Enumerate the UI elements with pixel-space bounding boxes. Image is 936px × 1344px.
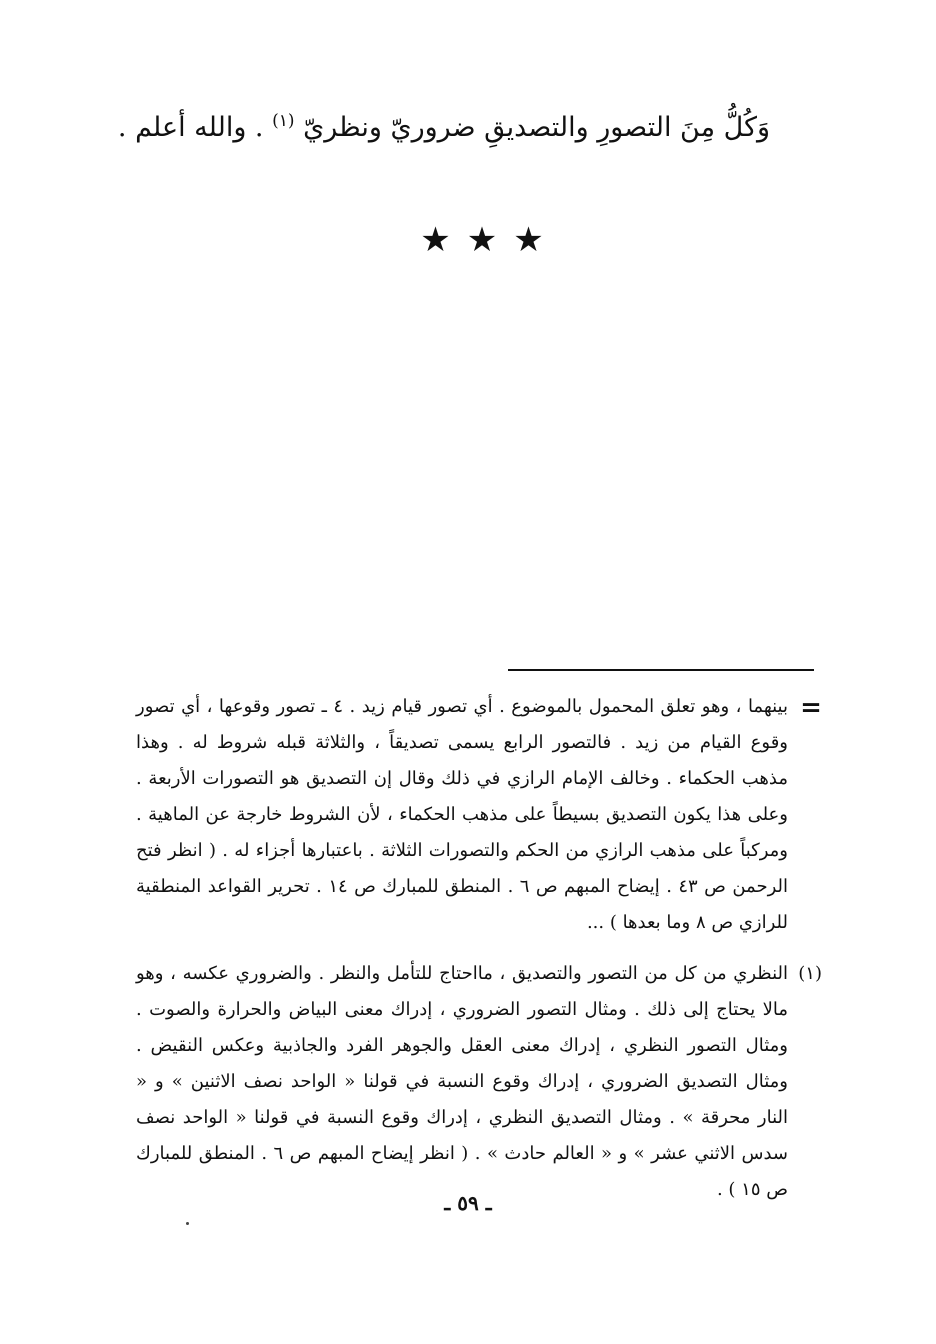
footnote-1-number: (١) — [798, 963, 822, 984]
footnote-reference: (١) — [272, 111, 295, 131]
main-text-line — [117, 104, 770, 152]
scan-speck — [186, 1222, 189, 1225]
footnote-divider — [508, 669, 814, 671]
footnote-continuation-text: بينهما ، وهو تعلق المحمول بالموضوع . أي تصور قيام زيد . ٤ ـ تصور وقوعها ، أي تصور وقوع القيام من زيد . فالتصور الرابع يسمى تصديقاً ، والثلاثة قبله شروط له . وهذا مذهب الحكماء . وخالف الإمام الرازي في ذلك وقال إن التصديق هو التصورات الأربعة . وعلى هذا يكون التصديق بسيطاً على مذهب الحكماء ، لأن الشروط خارجة عن الماهية . ومركباً على مذهب الرازي من الحكم والتصورات الثلاثة . باعتبارها أجزاء له . ( انظر فتح الرحمن ص ٤٣ . إيضاح المبهم ص ٦ . المنطق للمبارك ص ١٤ . تحرير القواعد المنطقية للرازي ص ٨ وما بعدها ) ... — [136, 696, 788, 933]
footnote-continuation-mark: = — [800, 693, 822, 723]
page-number: ـ ٥٩ ـ — [444, 1191, 492, 1215]
main-text-tail: . والله أعلم . — [117, 112, 264, 143]
section-separator-stars: ★★★ — [420, 220, 560, 260]
footnote-1-text: النظري من كل من التصور والتصديق ، مااحتاج للتأمل والنظر . والضروري عكسه ، وهو مالا يحتاج إلى ذلك . ومثال التصور الضروري ، إدراك معنى البياض والحرارة والصوت . ومثال التصور النظري ، إدراك معنى العقل والجوهر الفرد والجاذبية وعكس النقيض . ومثال التصديق الضروري ، إدراك وقوع النسبة في قولنا « الواحد نصف الاثنين » و « النار محرقة » . ومثال التصديق النظري ، إدراك وقوع النسبة في قولنا « الواحد نصف سدس الاثني عشر » و « العالم حادث » . ( انظر إيضاح المبهم ص ٦ . المنطق للمبارك ص ١٥ ) . — [136, 963, 789, 1200]
main-text: وَكُلُّ مِنَ التصورِ والتصديقِ ضروريّ ونظريّ — [303, 112, 770, 143]
